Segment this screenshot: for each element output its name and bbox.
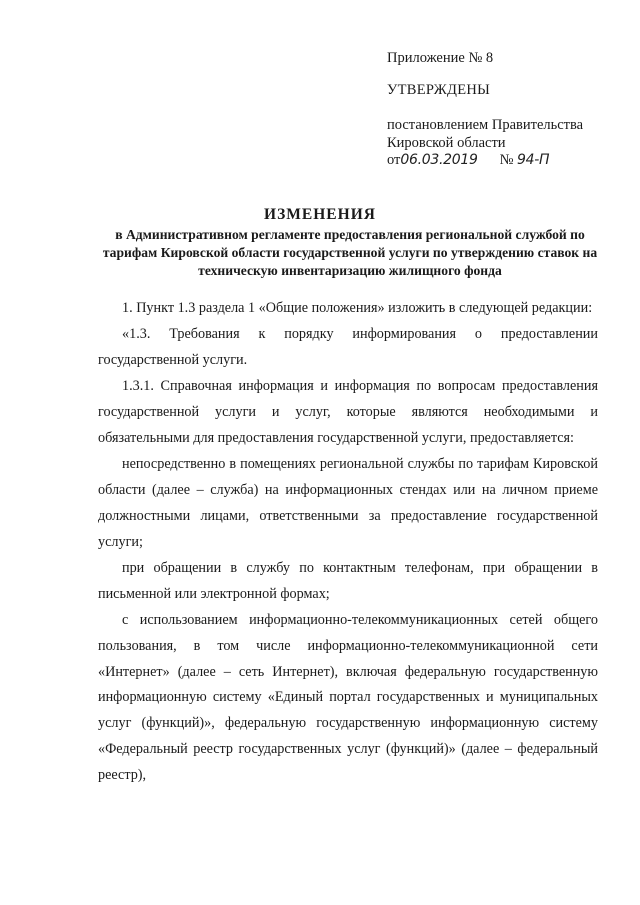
handwritten-number: 94-П <box>517 152 550 168</box>
appendix-label: Приложение № 8 <box>387 50 494 66</box>
paragraph-3: 1.3.1. Справочная информация и информация по вопросам предоставления государственной услуги и услуг, которые являются необходимыми и обязательными для предоставления государственной услуги, предоставляется: <box>98 378 598 446</box>
from-label: от <box>387 152 401 168</box>
paragraph-5: при обращении в службу по контактным телефонам, при обращении в письменной или электронной формах; <box>98 559 598 602</box>
paragraph-4: непосредственно в помещениях региональной службы по тарифам Кировской области (далее – служба) на информационных стендах или на личном приеме должностными лицами, ответственными за предоставление государственной услуги; <box>98 456 598 550</box>
document-subtitle: в Административном регламенте предоставления региональной службой по тарифам Кировской области государственной услуги по утверждению ставок на техническую инвентаризацию жилищного фонда <box>102 227 598 278</box>
decree-line-2: Кировской области <box>387 134 506 151</box>
decree-line-1: постановлением Правительства <box>387 117 584 133</box>
paragraph-1: 1. Пункт 1.3 раздела 1 «Общие положения» изложить в следующей редакции: <box>122 300 593 316</box>
decree-date-number-row <box>387 152 583 170</box>
handwritten-date: 06.03.2019 <box>400 152 478 168</box>
document-body <box>98 296 598 789</box>
document-title: ИЗМЕНЕНИЯ <box>264 206 376 223</box>
number-label: № <box>499 152 514 168</box>
paragraph-6: с использованием информационно-телекоммуникационных сетей общего пользования, в том числе информационно-телекоммуникационной сети «Интернет» (далее – сеть Интернет), включая федеральную государственную информационную систему «Единый портал государственных и муниципальных услуг (функций)», федеральную государственную информационную систему «Федеральный реестр государственных услуг (функций)» (далее – федеральный реестр), <box>98 612 598 783</box>
paragraph-2: «1.3. Требования к порядку информирования о предоставлении государственной услуги. <box>98 326 598 369</box>
approved-label: УТВЕРЖДЕНЫ <box>387 82 491 98</box>
decree-block <box>387 117 583 170</box>
